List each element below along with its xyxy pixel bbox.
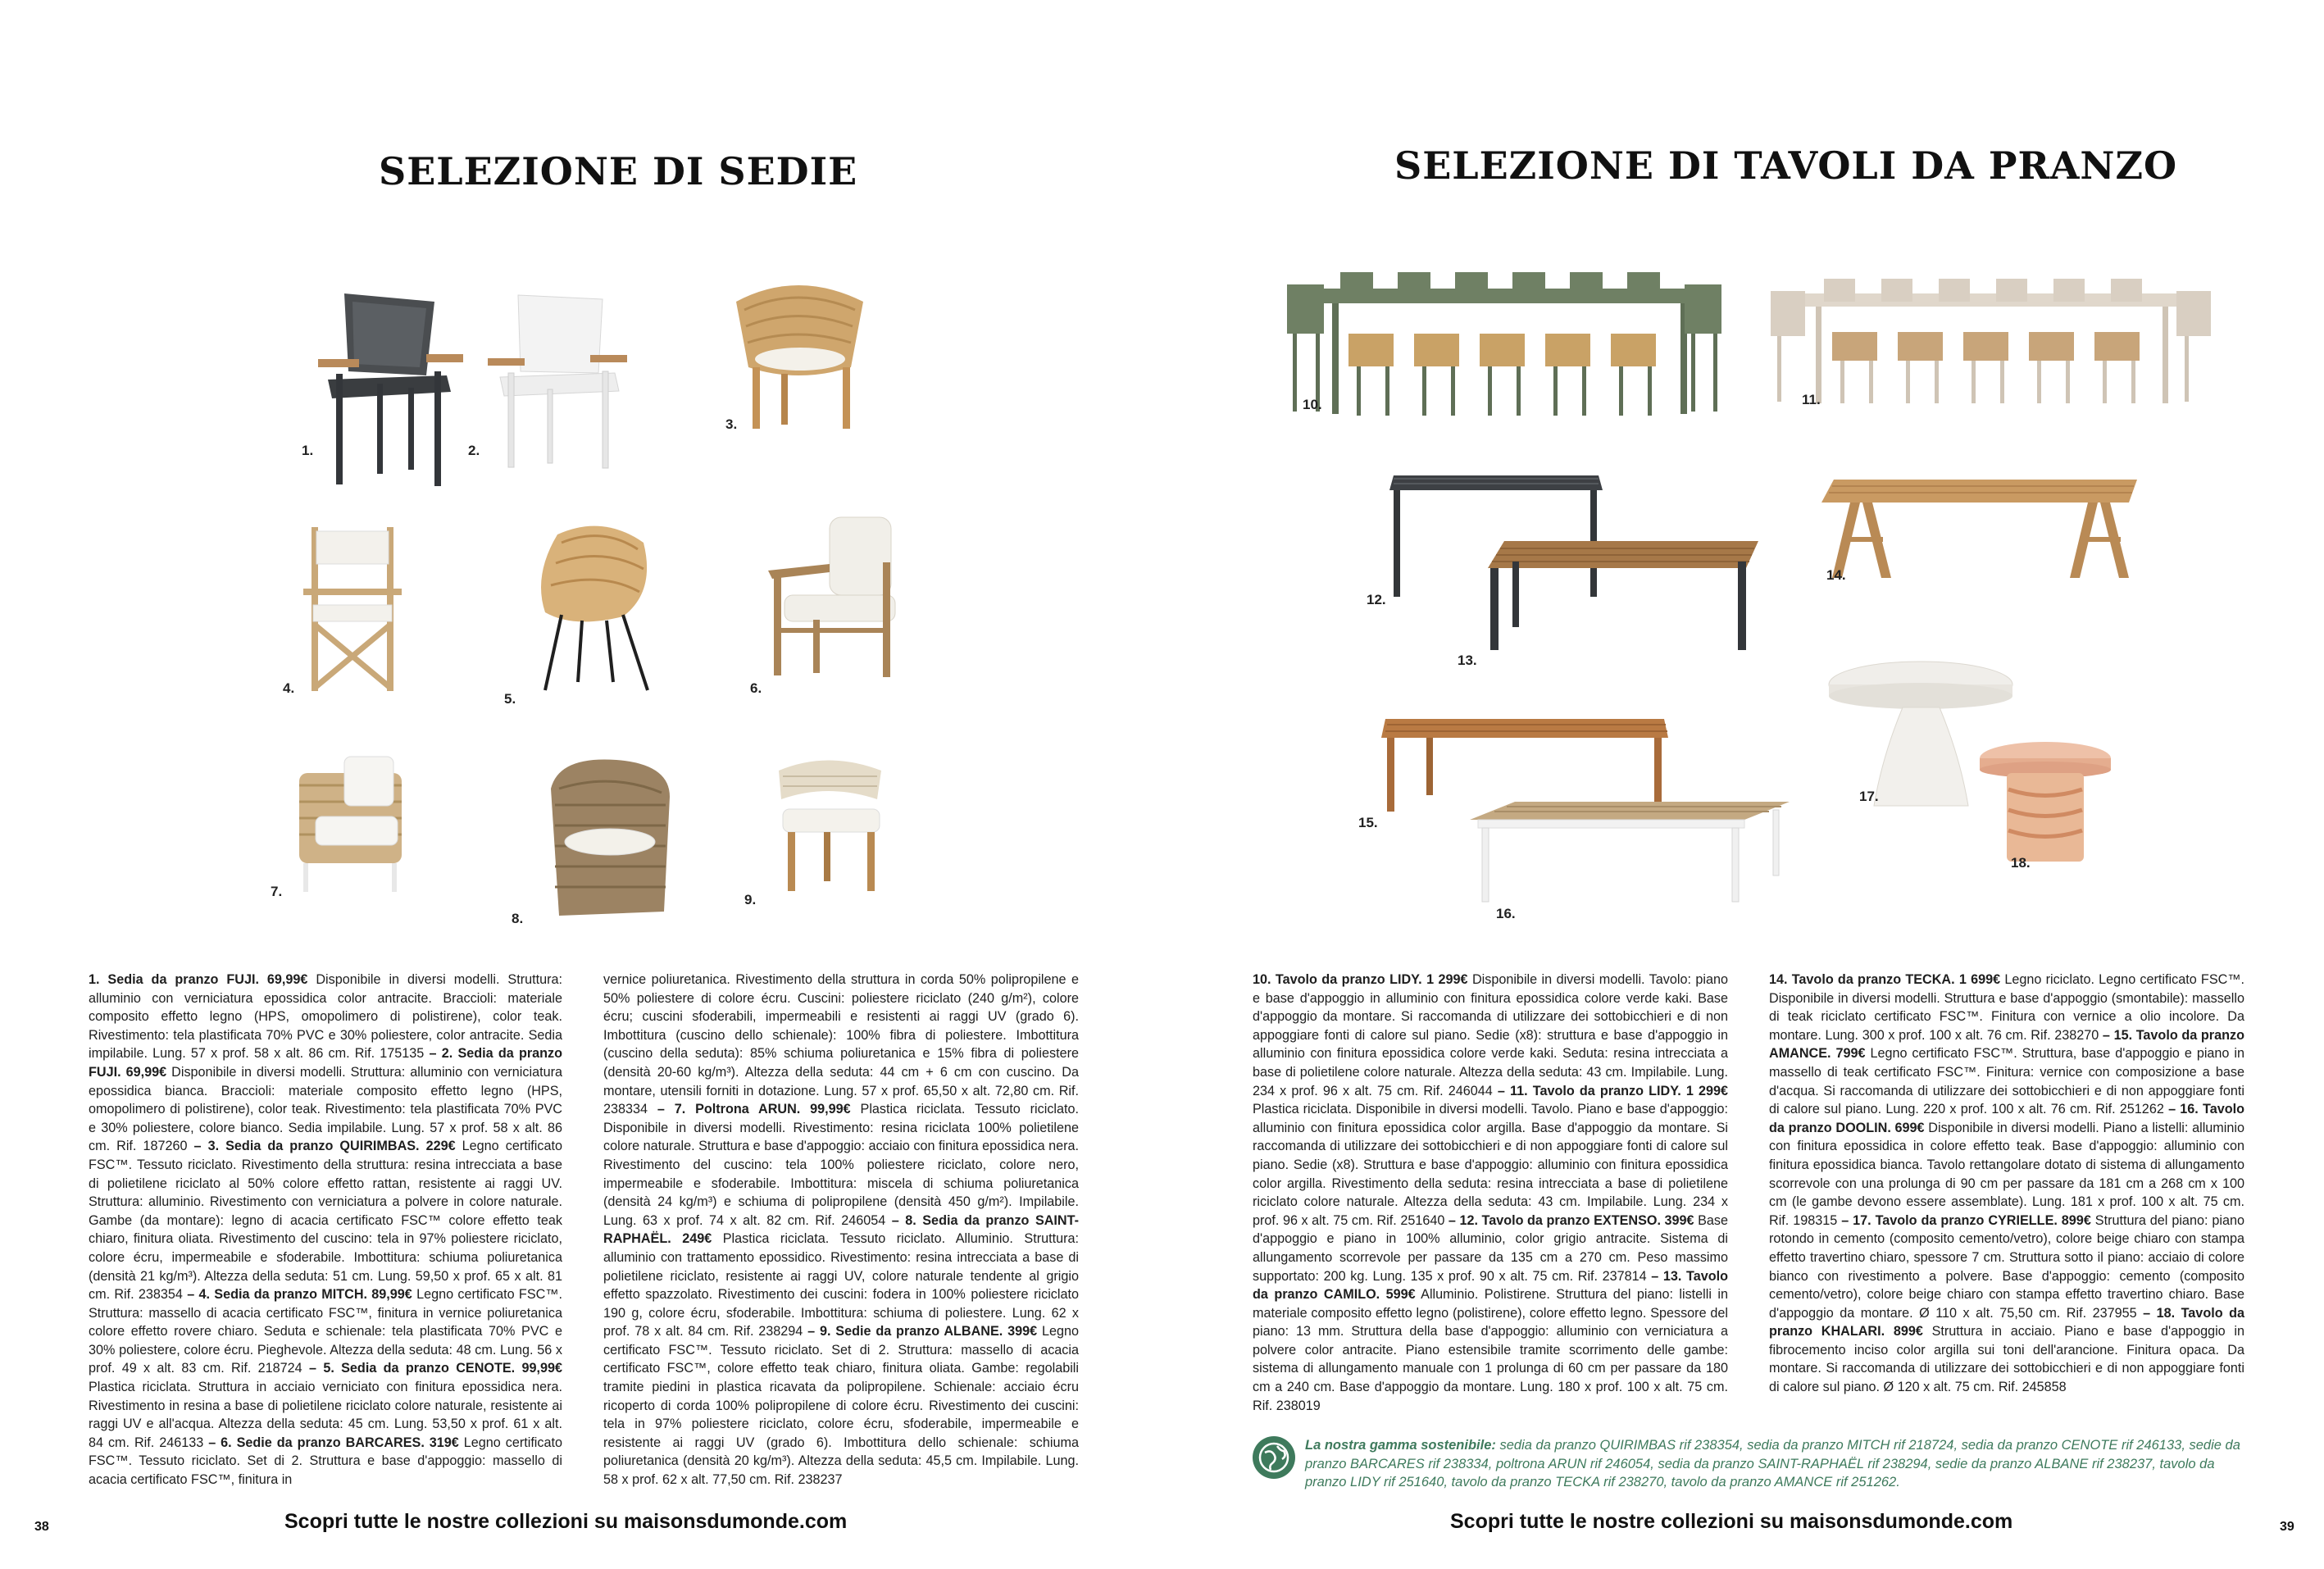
item-label: 6. — [750, 680, 762, 696]
item-label: 17. — [1859, 789, 1879, 804]
table-set-lidy-kaki-image — [1283, 272, 1726, 420]
chair-fuji-anthracite-image — [312, 285, 467, 490]
table-camilo-image — [1484, 537, 1767, 652]
table-amance-image — [1377, 715, 1672, 813]
chair-fuji-white-image — [484, 291, 631, 471]
chair-albane-image — [758, 750, 898, 894]
item-label: 13. — [1458, 653, 1477, 668]
globe-eco-icon — [1253, 1436, 1295, 1479]
footer-website-link[interactable]: Scopri tutte le nostre collezioni su maisonsdumonde.com — [1450, 1510, 2013, 1533]
item-label: 11. — [1802, 392, 1821, 407]
item-label: 1. — [302, 443, 314, 458]
item-label: 12. — [1367, 592, 1386, 607]
chair-cenote-image — [525, 518, 664, 694]
page-title: SELEZIONE DI TAVOLI DA PRANZO — [1394, 143, 2178, 188]
description-column-4: 14. Tavolo da pranzo TECKA. 1 699€ Legno riciclato. Legno certificato FSC™. Disponibile in diversi modelli. Struttura e base d'appoggio (smontabile): massello di teak riciclato certificato FSC™. Finitura con vernice a olio incolore. Da montare. Lung. 300 x prof. 100 x alt. 76 cm. Rif. 238270 – 15. Tavolo da pranzo AMANCE. 799€ Legno certificato FSC™. Struttura, base d'appoggio e piano in massello di teak certificato FSC™. Finitura: vernice con composizione a base d'acqua. Si raccomanda di utilizzare dei sottobicchieri e di non appoggiare fonti di calore sul piano. Lung. 220 x prof. 100 x alt. 76 cm. Rif. 251262 – 16. Tavolo da pranzo DOOLIN. 699€ Disponibile in diversi modelli. Piano a listelli: alluminio con finitura epossidica in colore effetto teak. Base d'appoggio: alluminio con finitura epossidica bianca. Tavolo rettangolare dotato di sistema di allungamento scorrevole con una prolunga di 90 cm per passare da 181 cm a 268 cm x 100 cm (le gambe devono essere assemblate). Lung. 181 x prof. 100 x alt. 75 cm. Rif. 198315 – 17. Tavolo da pranzo CYRIELLE. 899€ Struttura del piano: piano rotondo in cemento (composito cemento/vetro), colore beige chiaro con stampa effetto travertino chiaro, spessore 7 cm. Struttura sotto il piano: acciaio di colore bianco con rivestimento a polvere. Base d'appoggio: cemento (composito cemento/vetro), colore beige chiaro con stampa effetto travertino chiaro. Base d'appoggio da montare. Ø 110 x alt. 75,50 cm. Rif. 237955 – 18. Tavolo da pranzo KHALARI. 899€ Struttura in acciaio. Piano e base d'appoggio in fibrocemento inciso color argilla sui toni dell'arancione. Finitura opaca. Da montare. Si raccomanda di utilizzare dei sottobicchieri e di non appoggiare fonti di calore sul piano. Ø 120 x alt. 75 cm. Rif. 245858 — [1769, 972, 2245, 1395]
item-label: 2. — [468, 443, 480, 458]
description-column-1: 1. Sedia da pranzo FUJI. 69,99€ Disponibile in diversi modelli. Struttura: alluminio con verniciatura epossidica color antracite. Braccioli: materiale composito effetto legno (HPS, omopolimero di polistirene), color teak. Rivestimento: tela plastificata 70% PVC e 30% poliestere, color antracite. Sedia impilabile. Lung. 57 x prof. 58 x alt. 86 cm. Rif. 175135 – 2. Sedia da pranzo FUJI. 69,99€ Disponibile in diversi modelli. Struttura: alluminio con verniciatura epossidica bianca. Braccioli: materiale composito effetto legno (HPS, omopolimero di polistirene), color teak. Rivestimento: tela plastificata 70% PVC e 30% poliestere, colore bianco. Sedia impilabile. Lung. 57 x prof. 58 x alt. 86 cm. Rif. 187260 – 3. Sedia da pranzo QUIRIMBAS. 229€ Legno certificato FSC™. Tessuto riciclato. Rivestimento della struttura: resina intrecciata a base di polietilene riciclato al 50% colore effetto rattan, resistente ai raggi UV. Struttura: alluminio. Rivestimento con verniciatura a polvere in colore naturale. Gambe (da montare): legno di acacia certificato FSC™ colore effetto teak chiaro, finitura oliata. Rivestimento del cuscino: tela in 97% poliestere riciclato, colore écru, impermeabile e sfoderabile. Imbottitura: schiuma poliuretanica (densità 21 kg/m³). Altezza della seduta: 51 cm. Lung. 59,50 x prof. 65 x alt. 81 cm. Rif. 238354 – 4. Sedia da pranzo MITCH. 89,99€ Legno certificato FSC™. Struttura: massello di acacia certificato FSC™, finitura in vernice poliuretanica colore effetto rovere chiaro. Seduta e schienale: tela plastificata 70% PVC e 30% poliestere, colore écru. Pieghevole. Altezza della seduta: 48 cm. Lung. 56 x prof. 49 x alt. 83 cm. Rif. 218724 – 5. Sedia da pranzo CENOTE. 99,99€ Plastica riciclata. Struttura in acciaio verniciato con finitura epossidica nera. Rivestimento in resina a base di polietilene riciclato colore naturale, resistente ai raggi UV e all'acqua. Altezza della seduta: 45 cm. Lung. 53,50 x prof. 61 x alt. 84 cm. Rif. 246133 – 6. Sedie da pranzo BARCARES. 319€ Legno certificato FSC™. Tessuto riciclato. Set di 2. Struttura e base d'appoggio: massello di acacia certificato FSC™, finitura in — [89, 972, 563, 1488]
table-doolin-image — [1466, 802, 1794, 904]
item-label: 10. — [1303, 397, 1322, 412]
footer-website-link[interactable]: Scopri tutte le nostre collezioni su maisonsdumonde.com — [284, 1510, 848, 1533]
chair-barcares-image — [764, 513, 903, 681]
table-khalari-image — [1976, 740, 2115, 867]
item-label: 4. — [283, 680, 295, 696]
table-tecka-image — [1817, 480, 2141, 582]
item-label: 3. — [725, 416, 738, 432]
page-number: 39 — [2280, 1520, 2294, 1534]
item-label: 7. — [271, 884, 283, 899]
chair-saint-raphael-image — [534, 756, 682, 924]
page-title: SELEZIONE DI SEDIE — [379, 149, 858, 193]
chair-mitch-image — [295, 523, 410, 695]
item-label: 5. — [504, 691, 516, 707]
item-label: 15. — [1358, 815, 1378, 830]
table-set-lidy-clay-image — [1771, 279, 2213, 406]
item-label: 16. — [1496, 906, 1516, 921]
chair-quirimbas-image — [728, 277, 871, 433]
item-label: 18. — [2011, 855, 2031, 871]
armchair-arun-image — [287, 753, 410, 896]
item-label: 14. — [1826, 567, 1846, 583]
item-label: 8. — [512, 911, 524, 926]
item-label: 9. — [744, 892, 757, 907]
description-column-2: vernice poliuretanica. Rivestimento della struttura in corda 50% polipropilene e 50% poliestere di colore écru. Cuscini: poliestere riciclato (240 g/m²), colore écru; cuscini sfoderabili, impermeabili e resistenti ai raggi UV (grado 6). Imbottitura (cuscino dello schienale): 100% fibra di poliestere. Imbottitura (cuscino della seduta): 85% schiuma poliuretanica e 15% fibra di poliestere (densità 20-60 kg/m³). Altezza della seduta: 44 cm + 6 cm con cuscino. Da montare, utensili forniti in dotazione. Lung. 57 x prof. 65,50 x alt. 72,80 cm. Rif. 238334 – 7. Poltrona ARUN. 99,99€ Plastica riciclata. Tessuto riciclato. Disponibile in diversi modelli. Rivestimento: resina riciclata 100% polietilene colore naturale. Struttura e base d'appoggio: acciaio con finitura epossidica nera. Rivestimento del cuscino: tela 100% poliestere riciclato, colore nero, impermeabile e sfoderabile. Imbottitura: miscela di schiuma poliuretanica (densità 24 kg/m³) e schiuma di polipropilene (densità 450 g/m²). Impilabile. Lung. 63 x prof. 74 x alt. 82 cm. Rif. 246054 – 8. Sedia da pranzo SAINT-RAPHAËL. 249€ Plastica riciclata. Tessuto riciclato. Alluminio. Struttura: alluminio con trattamento epossidico. Rivestimento: resina intrecciata a base di polietilene riciclato, resistente ai raggi UV, colore naturale tendente al grigio effetto spazzolato. Rivestimento dei cuscini: fodera in 100% poliestere riciclato 190 g, colore écru, sfoderabile. Imbottitura: schiuma di poliestere. Lung. 62 x prof. 78 x alt. 84 cm. Rif. 238294 – 9. Sedie da pranzo ALBANE. 399€ Legno certificato FSC™. Tessuto riciclato. Set di 2. Struttura: massello di acacia certificato FSC™, colore effetto teak chiaro, finitura oliata. Gambe: regolabili tramite piedini in plastica ricavata da polipropilene. Schienale: acciaio écru ricoperto di corda 100% polipropilene di colore écru. Rivestimento dei cuscini: tela in 97% poliestere riciclato, colore écru, sfoderabile, impermeabile e resistente ai raggi UV (grado 6). Imbottitura dello schienale: schiuma poliuretanica (densità 20 kg/m³). Altezza della seduta: 45,5 cm. Impilabile. Lung. 58 x prof. 62 x alt. 77,50 cm. Rif. 238237 — [603, 972, 1080, 1488]
description-column-3: 10. Tavolo da pranzo LIDY. 1 299€ Disponibile in diversi modelli. Tavolo: piano e base d'appoggio in alluminio con finitura epossidica colore verde kaki. Base d'appoggio da montare. Si raccomanda di utilizzare dei sottobicchieri e di non appoggiare fonti di calore sul piano. Sedie (x8): struttura e base d'appoggio in alluminio con finitura epossidica colore verde kaki. Seduta: resina intrecciata a base di polietilene colore naturale. Altezza della seduta: 43 cm. Impilabile. Lung. 234 x prof. 96 x alt. 75 cm. Rif. 246044 – 11. Tavolo da pranzo LIDY. 1 299€ Plastica riciclata. Disponibile in diversi modelli. Tavolo. Piano e base d'appoggio: alluminio con finitura epossidica color argilla. Base d'appoggio da montare. Si raccomanda di utilizzare dei sottobicchieri e di non appoggiare fonti di calore sul piano. Sedie (x8). Struttura e base d'appoggio: alluminio con finitura epossidica color argilla. Rivestimento della seduta: resina intrecciata a base di polietilene riciclato colore naturale. Altezza della seduta: 43 cm. Impilabile. Lung. 234 x prof. 96 x alt. 75 cm. Rif. 251640 – 12. Tavolo da pranzo EXTENSO. 399€ Base d'appoggio e piano in 100% alluminio, color grigio antracite. Sistema di allungamento scorrevole per passare da 135 cm a 270 cm. Peso massimo supportato: 200 kg. Lung. 135 x prof. 90 x alt. 75 cm. Rif. 237814 – 13. Tavolo da pranzo CAMILO. 599€ Alluminio. Polistirene. Struttura del piano: listelli in materiale composito effetto legno (polistirene), colore effetto legno. Spessore del piano: 13 mm. Struttura della base d'appoggio: alluminio con verniciatura a polvere color antracite. Piano estensibile tramite scorrimento delle gambe: sistema di allungamento manuale con 1 prolunga di 60 cm per passare da 180 cm a 240 cm. Base d'appoggio da montare. Lung. 180 x prof. 100 x alt. 75 cm. Rif. 238019 — [1253, 972, 1729, 1413]
page-number: 38 — [34, 1520, 49, 1534]
sustainability-text: La nostra gamma sostenibile: sedia da pranzo QUIRIMBAS rif 238354, sedia da pranzo MITCH rif 218724, sedia da pranzo CENOTE rif 246133, sedie da pranzo BARCARES rif 238334, poltrona ARUN rif 246054, sedia da pranzo SAINT-RAPHAËL rif 238294, sedie da pranzo ALBANE rif 238237, tavolo da pranzo LIDY rif 251640, tavolo da pranzo TECKA rif 238270, tavolo da pranzo AMANCE rif 251262. — [1305, 1438, 2240, 1489]
